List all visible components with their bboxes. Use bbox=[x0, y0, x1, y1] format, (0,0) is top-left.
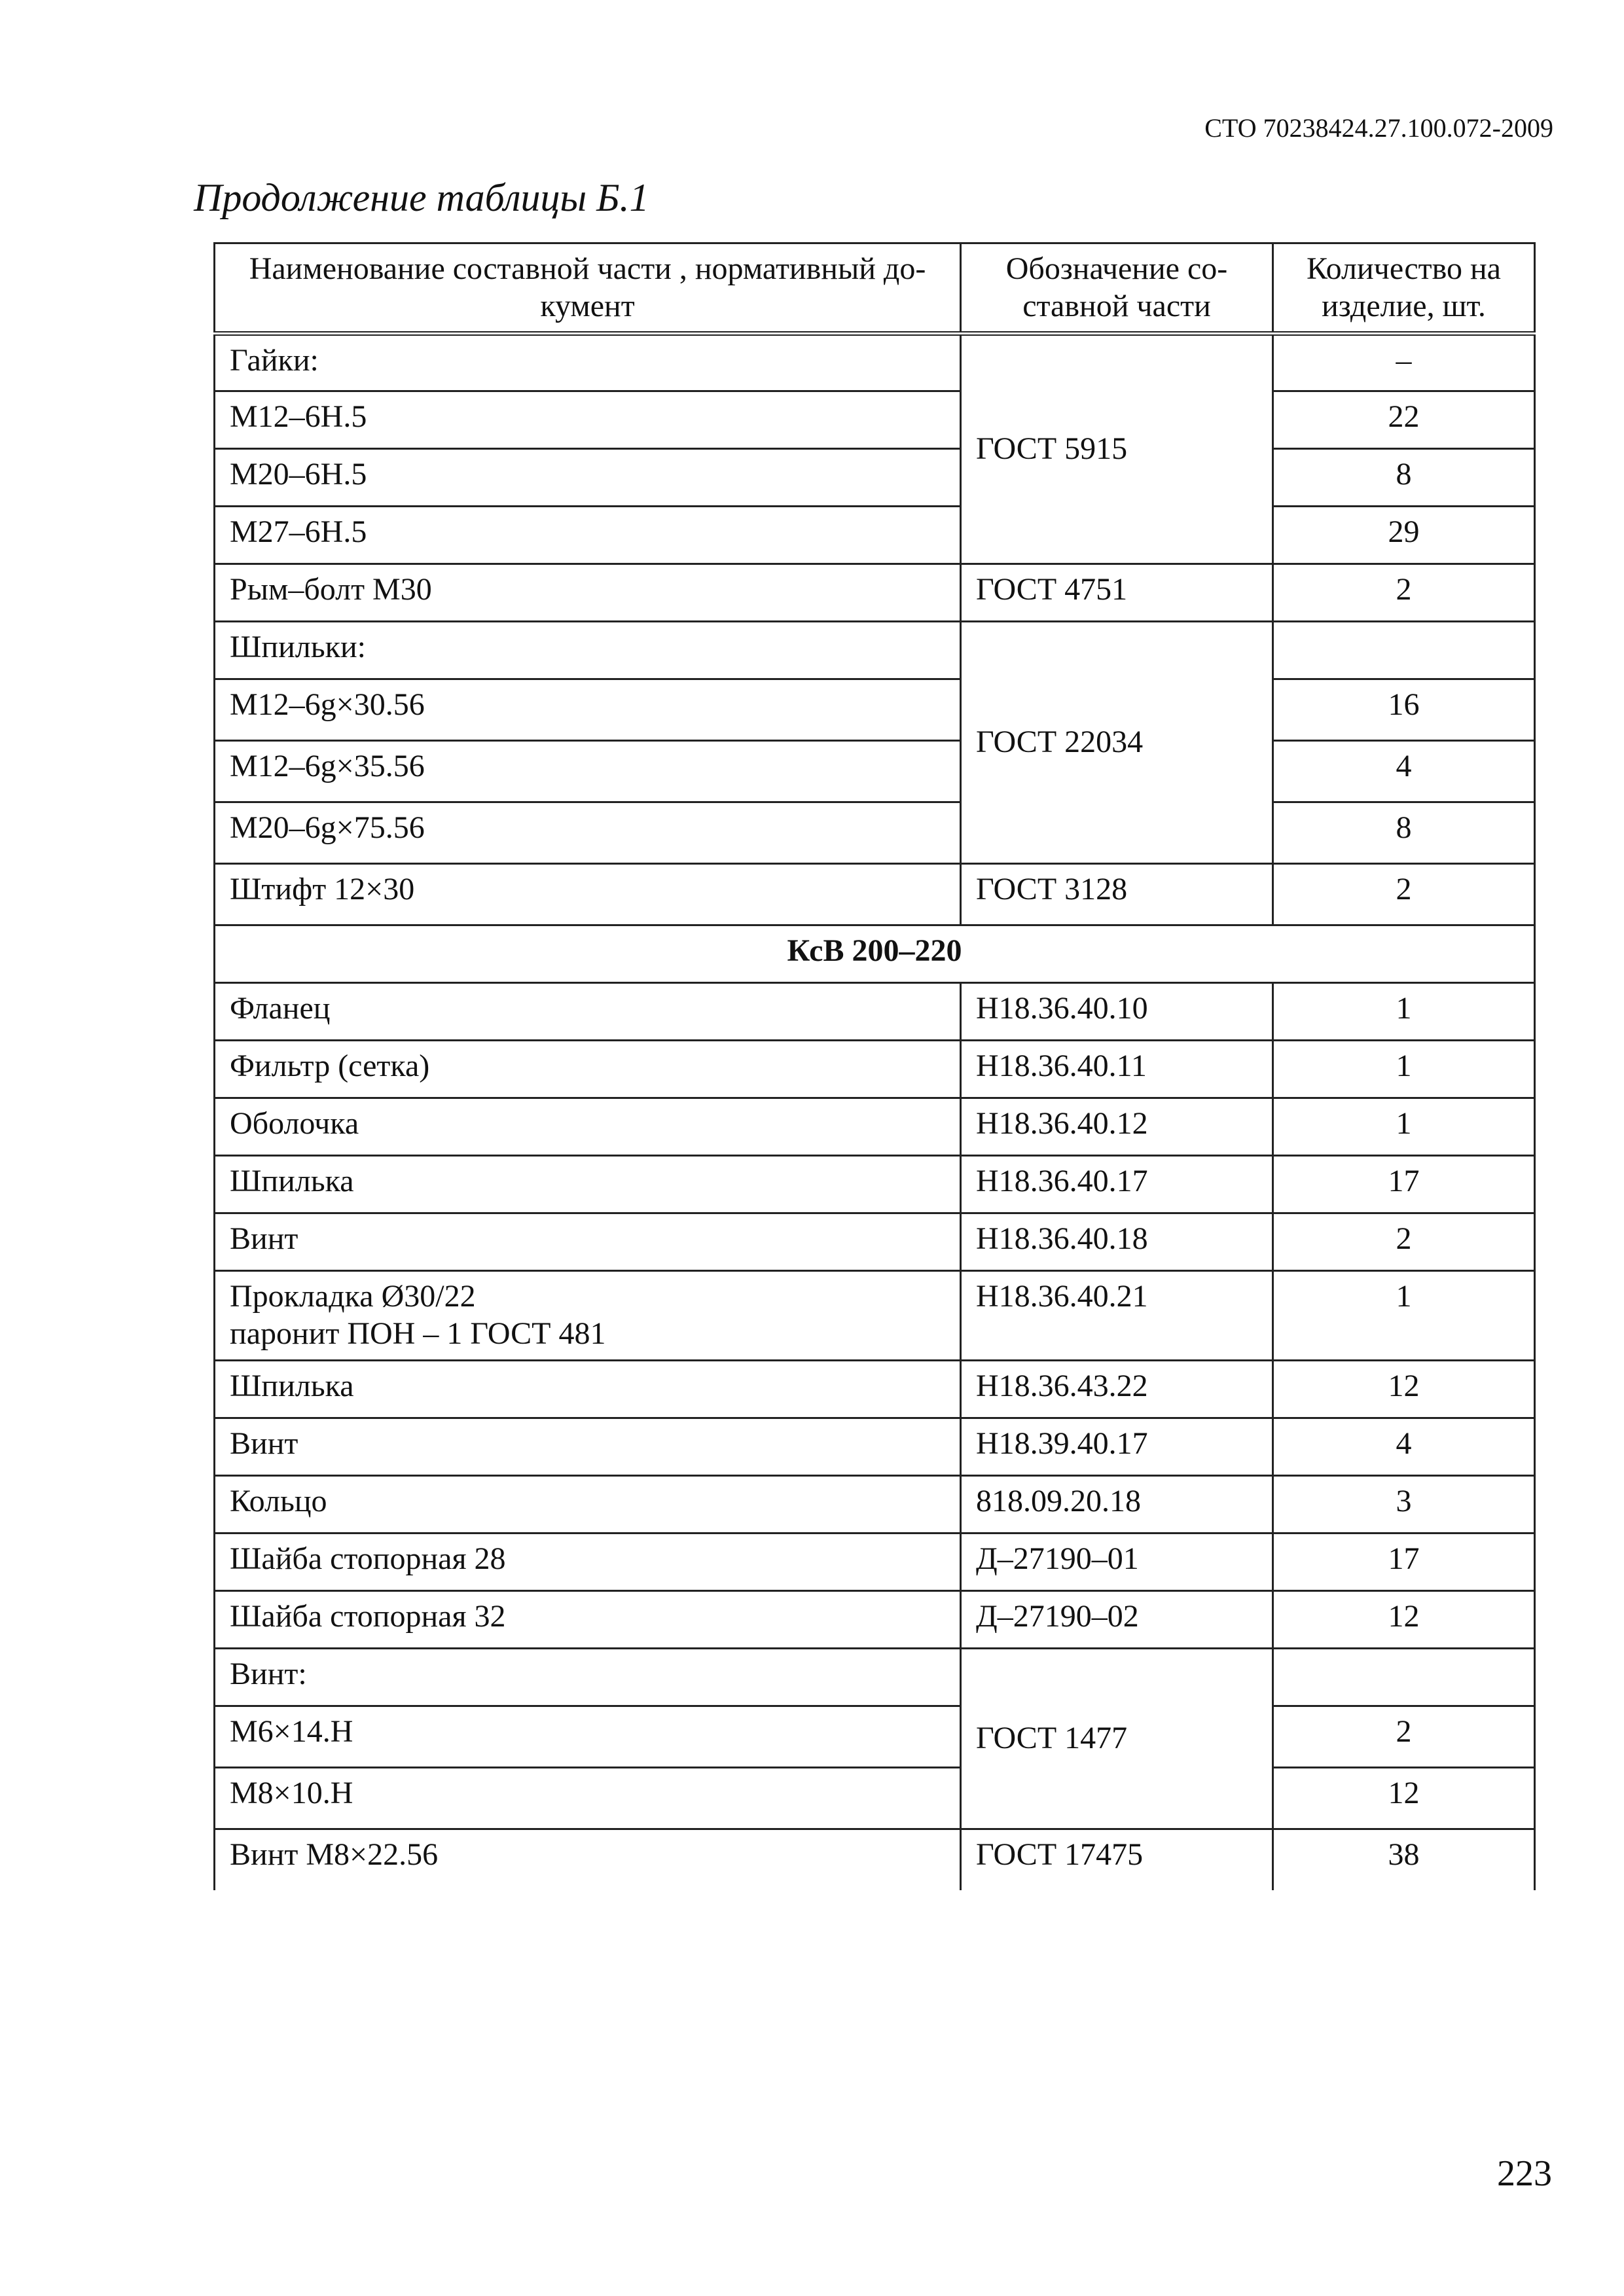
cell-name-line: паронит ПОН – 1 ГОСТ 481 bbox=[230, 1316, 606, 1351]
cell-name: Винт М8×22.56 bbox=[215, 1829, 961, 1890]
cell-qty bbox=[1273, 1648, 1535, 1706]
table-row bbox=[215, 391, 1535, 449]
cell-code: Н18.36.40.18 bbox=[961, 1213, 1273, 1271]
cell-code: ГОСТ 5915 bbox=[961, 334, 1273, 564]
cell-code: Н18.36.40.11 bbox=[961, 1041, 1273, 1098]
cell-qty: 2 bbox=[1273, 864, 1535, 925]
table-row bbox=[215, 1590, 1535, 1648]
cell-name: Шпильки: bbox=[215, 622, 961, 679]
column-header-name: Наименование составной части , нормативный до-кумент bbox=[215, 243, 961, 334]
table-header-row bbox=[215, 243, 1535, 334]
cell-name-line: Прокладка Ø30/22 bbox=[230, 1279, 476, 1314]
table-row bbox=[215, 864, 1535, 925]
cell-name: М27–6Н.5 bbox=[215, 507, 961, 564]
cell-name: Штифт 12×30 bbox=[215, 864, 961, 925]
cell-name: М8×10.Н bbox=[215, 1767, 961, 1829]
cell-qty: 17 bbox=[1273, 1156, 1535, 1213]
table-row bbox=[215, 679, 1535, 741]
table-row bbox=[215, 1475, 1535, 1533]
cell-qty: 1 bbox=[1273, 983, 1535, 1041]
cell-name: М12–6Н.5 bbox=[215, 391, 961, 449]
cell-qty: 8 bbox=[1273, 802, 1535, 864]
cell-qty: 2 bbox=[1273, 1213, 1535, 1271]
cell-qty: 8 bbox=[1273, 449, 1535, 507]
section-header-row bbox=[215, 925, 1535, 983]
cell-name: Шайба стопорная 32 bbox=[215, 1590, 961, 1648]
cell-name: Гайки: bbox=[215, 334, 961, 391]
cell-code: Д–27190–02 bbox=[961, 1590, 1273, 1648]
cell-qty: 4 bbox=[1273, 1418, 1535, 1475]
cell-name: Фильтр (сетка) bbox=[215, 1041, 961, 1098]
table-row bbox=[215, 334, 1535, 391]
cell-name: Кольцо bbox=[215, 1475, 961, 1533]
cell-qty: 16 bbox=[1273, 679, 1535, 741]
cell-name: М20–6g×75.56 bbox=[215, 802, 961, 864]
cell-name: Шайба стопорная 28 bbox=[215, 1533, 961, 1590]
cell-code: Д–27190–01 bbox=[961, 1533, 1273, 1590]
document-code: СТО 70238424.27.100.072-2009 bbox=[1204, 113, 1553, 143]
cell-name: Шпилька bbox=[215, 1156, 961, 1213]
section-title: КсВ 200–220 bbox=[215, 925, 1535, 983]
cell-code: Н18.36.40.17 bbox=[961, 1156, 1273, 1213]
cell-name bbox=[215, 1271, 961, 1360]
table-row bbox=[215, 507, 1535, 564]
table-row bbox=[215, 1213, 1535, 1271]
cell-name: Винт bbox=[215, 1418, 961, 1475]
cell-name: Винт: bbox=[215, 1648, 961, 1706]
table-row bbox=[215, 1418, 1535, 1475]
cell-code: Н18.36.40.10 bbox=[961, 983, 1273, 1041]
page-number: 223 bbox=[1497, 2153, 1552, 2194]
cell-qty: – bbox=[1273, 334, 1535, 391]
table-row bbox=[215, 741, 1535, 802]
cell-code: Н18.36.40.12 bbox=[961, 1098, 1273, 1156]
cell-code: ГОСТ 22034 bbox=[961, 622, 1273, 864]
table-row bbox=[215, 1360, 1535, 1418]
table-row bbox=[215, 1041, 1535, 1098]
cell-code: Н18.36.40.21 bbox=[961, 1271, 1273, 1360]
cell-code: ГОСТ 17475 bbox=[961, 1829, 1273, 1890]
table-row bbox=[215, 1271, 1535, 1360]
cell-name: Фланец bbox=[215, 983, 961, 1041]
cell-qty: 17 bbox=[1273, 1533, 1535, 1590]
cell-name: М20–6Н.5 bbox=[215, 449, 961, 507]
specification-table bbox=[213, 242, 1536, 1890]
cell-qty: 2 bbox=[1273, 1706, 1535, 1767]
cell-code: 818.09.20.18 bbox=[961, 1475, 1273, 1533]
cell-name: Оболочка bbox=[215, 1098, 961, 1156]
cell-qty: 2 bbox=[1273, 564, 1535, 622]
cell-code: ГОСТ 1477 bbox=[961, 1648, 1273, 1829]
cell-name: Рым–болт М30 bbox=[215, 564, 961, 622]
cell-code: Н18.39.40.17 bbox=[961, 1418, 1273, 1475]
table-row bbox=[215, 983, 1535, 1041]
cell-qty: 3 bbox=[1273, 1475, 1535, 1533]
cell-qty: 1 bbox=[1273, 1041, 1535, 1098]
table-row bbox=[215, 622, 1535, 679]
cell-name: Шпилька bbox=[215, 1360, 961, 1418]
table-row bbox=[215, 449, 1535, 507]
table-row bbox=[215, 1098, 1535, 1156]
column-header-code: Обозначение со-ставной части bbox=[961, 243, 1273, 334]
cell-code: ГОСТ 3128 bbox=[961, 864, 1273, 925]
cell-qty: 1 bbox=[1273, 1271, 1535, 1360]
column-header-qty: Количество на изделие, шт. bbox=[1273, 243, 1535, 334]
cell-qty: 29 bbox=[1273, 507, 1535, 564]
cell-name: М12–6g×30.56 bbox=[215, 679, 961, 741]
cell-qty: 12 bbox=[1273, 1590, 1535, 1648]
cell-name: Винт bbox=[215, 1213, 961, 1271]
cell-name: М12–6g×35.56 bbox=[215, 741, 961, 802]
table-row bbox=[215, 1829, 1535, 1890]
table-row bbox=[215, 1648, 1535, 1706]
table-row bbox=[215, 1533, 1535, 1590]
cell-qty: 4 bbox=[1273, 741, 1535, 802]
table-row bbox=[215, 802, 1535, 864]
cell-qty bbox=[1273, 622, 1535, 679]
cell-qty: 12 bbox=[1273, 1767, 1535, 1829]
table-row bbox=[215, 564, 1535, 622]
cell-code: ГОСТ 4751 bbox=[961, 564, 1273, 622]
cell-name: М6×14.Н bbox=[215, 1706, 961, 1767]
table-caption: Продолжение таблицы Б.1 bbox=[194, 176, 649, 219]
table-row bbox=[215, 1706, 1535, 1767]
table-row bbox=[215, 1767, 1535, 1829]
cell-qty: 22 bbox=[1273, 391, 1535, 449]
cell-code: Н18.36.43.22 bbox=[961, 1360, 1273, 1418]
cell-qty: 38 bbox=[1273, 1829, 1535, 1890]
cell-qty: 12 bbox=[1273, 1360, 1535, 1418]
cell-qty: 1 bbox=[1273, 1098, 1535, 1156]
table-row bbox=[215, 1156, 1535, 1213]
